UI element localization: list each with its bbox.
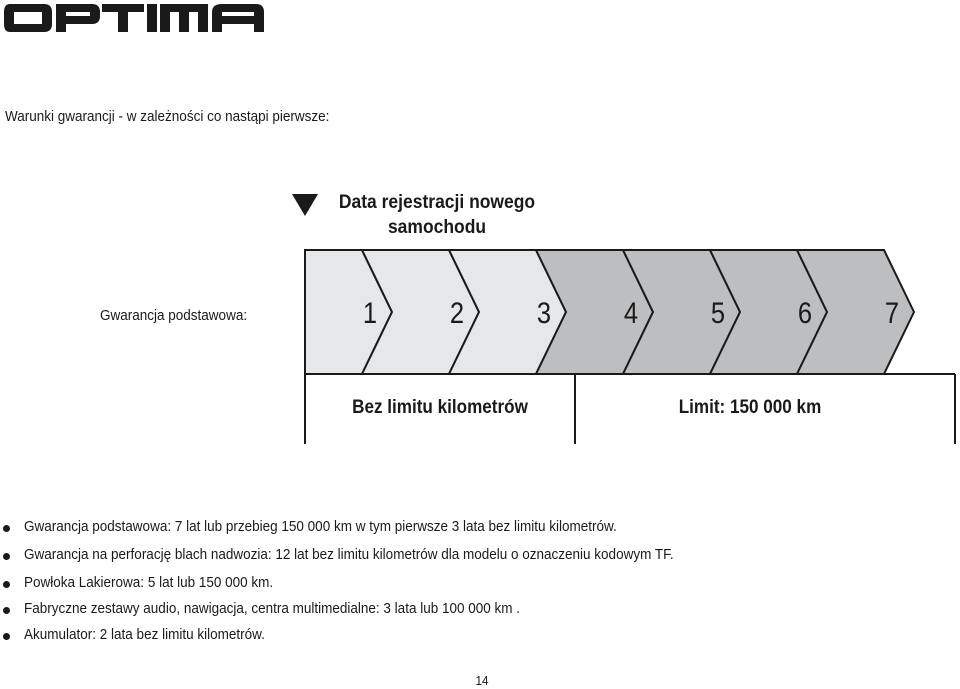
list-item-text: Gwarancja na perforację blach nadwozia: 12 lat bez limitu kilometrów dla modelu o oznaczeniu kodowym TF. [24, 546, 674, 563]
year-label: 7 [884, 297, 900, 330]
year-label: 1 [362, 297, 378, 330]
year-label: 5 [710, 297, 726, 330]
limited-km-band-label: Limit: 150 000 km [678, 397, 822, 418]
bullet-dot [3, 633, 10, 640]
list-item-text: Fabryczne zestawy audio, nawigacja, centra multimedialne: 3 lata lub 100 000 km . [24, 600, 521, 617]
warranty-conditions-intro: Warunki gwarancji - w zależności co nastąpi pierwsze: [5, 108, 330, 125]
bullet-dot [3, 607, 10, 614]
list-item-text: Powłoka Lakierowa: 5 lat lub 150 000 km. [24, 574, 274, 591]
basic-warranty-label: Gwarancja podstawowa: [100, 307, 248, 324]
registration-line-1: Data rejestracji nowego [338, 192, 536, 213]
list-item-text: Akumulator: 2 lata bez limitu kilometrów. [24, 626, 265, 643]
page-number: 14 [475, 673, 489, 688]
bullet-dot [3, 581, 10, 588]
registration-line-2: samochodu [387, 217, 487, 238]
unlimited-km-band-label: Bez limitu kilometrów [352, 397, 528, 418]
year-label: 4 [623, 297, 639, 330]
year-label: 2 [449, 297, 465, 330]
bullet-dot [3, 525, 10, 532]
year-label: 6 [797, 297, 813, 330]
list-item-text: Gwarancja podstawowa: 7 lat lub przebieg 150 000 km w tym pierwsze 3 lata bez limitu kilometrów. [24, 518, 617, 535]
year-label: 3 [536, 297, 552, 330]
bullet-dot [3, 553, 10, 560]
